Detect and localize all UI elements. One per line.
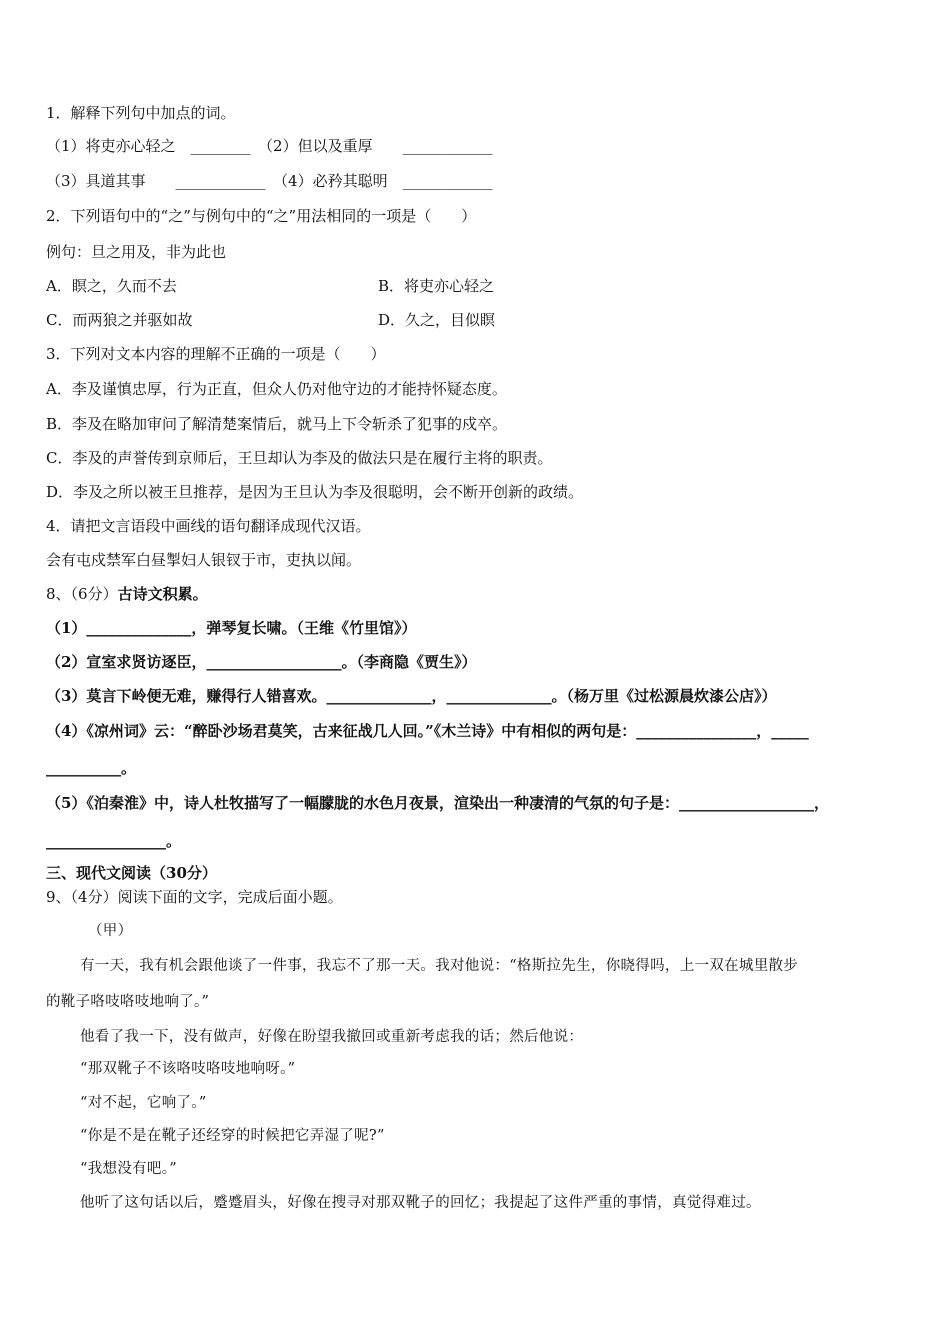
q8-line-2: （2）宣室求贤访逐臣，__________________。（李商隐《贾生》） xyxy=(46,653,477,671)
q8-line-1: （1）______________，弹琴复长啸。（王维《竹里馆》） xyxy=(46,619,417,637)
q2-option-d: D．久之，目似瞑 xyxy=(378,311,496,329)
q2-example: 例句：旦之用及，非为此也 xyxy=(46,243,227,261)
passage-para-5: “你是不是在靴子还经穿的时候把它弄湿了呢?” xyxy=(80,1128,385,1144)
q4-sentence: 会有屯戍禁军白昼掣妇人银钗于市，吏执以闻。 xyxy=(46,551,362,569)
q3-option-a: A．李及谨慎忠厚，行为正直，但众人仍对他守边的才能持怀疑态度。 xyxy=(46,380,507,398)
q8-line-4b: __________。 xyxy=(46,759,137,777)
q3-option-b: B．李及在略加审问了解清楚案情后，就马上下令斩杀了犯事的戍卒。 xyxy=(46,415,508,433)
q3-option-c: C．李及的声誉传到京师后，王旦却认为李及的做法只是在履行主将的职责。 xyxy=(46,449,553,467)
q2-stem: 2．下列语句中的“之”与例句中的“之”用法相同的一项是（ ） xyxy=(46,207,477,225)
q8-line-5b: ________________。 xyxy=(46,832,182,850)
q8-number: 8、（6分） xyxy=(46,585,118,603)
q1-items-row1: （1）将吏亦心轻之 ________ （2）但以及重厚 ____________ xyxy=(46,137,493,155)
q3-option-d: D．李及之所以被王旦推荐，是因为王旦认为李及很聪明，会不断开创新的政绩。 xyxy=(46,483,584,501)
section-3-title: 三、现代文阅读（30分） xyxy=(46,864,217,882)
q8-line-5a: （5）《泊秦淮》中，诗人杜牧描写了一幅朦胧的水色月夜景，渲染出一种凄清的气氛的句子是：__________________， xyxy=(46,794,829,812)
q1-stem: 1．解释下列句中加点的词。 xyxy=(46,104,236,122)
q3-stem: 3．下列对文本内容的理解不正确的一项是（ ） xyxy=(46,345,386,363)
q8-title: 古诗文积累。 xyxy=(117,585,208,603)
q8-line-3: （3）莫言下岭便无难，赚得行人错喜欢。______________，______________。（杨万里《过松源晨炊漆公店》） xyxy=(46,687,777,705)
passage-para-2: 他看了我一下，没有做声，好像在盼望我撤回或重新考虑我的话；然后他说： xyxy=(80,1029,584,1045)
q1-items-row2: （3）具道其事 ____________ （4）必矜其聪明 ____________ xyxy=(46,172,493,190)
q8-line-4a: （4）《凉州词》云：“醉卧沙场君莫笑，古来征战几人回。”《木兰诗》中有相似的两句是：________________，_____ xyxy=(46,722,809,740)
passage-para-7: 他听了这句话以后，蹙蹙眉头，好像在搜寻对那双靴子的回忆；我提起了这件严重的事情，真觉得难过。 xyxy=(80,1195,761,1211)
q4-stem: 4．请把文言语段中画线的语句翻译成现代汉语。 xyxy=(46,517,371,535)
passage-para-6: “我想没有吧。” xyxy=(80,1161,177,1177)
q2-option-a: A．瞑之，久而不去 xyxy=(46,277,177,295)
passage-para-1b: 的靴子咯吱咯吱地响了。” xyxy=(46,994,210,1010)
q9-stem: 9、（4分）阅读下面的文字，完成后面小题。 xyxy=(46,888,343,906)
passage-para-3: “那双靴子不该咯吱咯吱地响呀。” xyxy=(80,1061,296,1077)
passage-para-4: “对不起，它响了。” xyxy=(80,1095,207,1111)
q9-part-label: （甲） xyxy=(88,923,133,939)
q2-option-c: C．而两狼之并驱如故 xyxy=(46,311,193,329)
q8-heading xyxy=(46,584,208,604)
passage-para-1a: 有一天，我有机会跟他谈了一件事，我忘不了那一天。我对他说：“格斯拉先生，你晓得吗，上一双在城里散步 xyxy=(80,958,799,974)
q2-option-b: B．将吏亦心轻之 xyxy=(378,277,495,295)
